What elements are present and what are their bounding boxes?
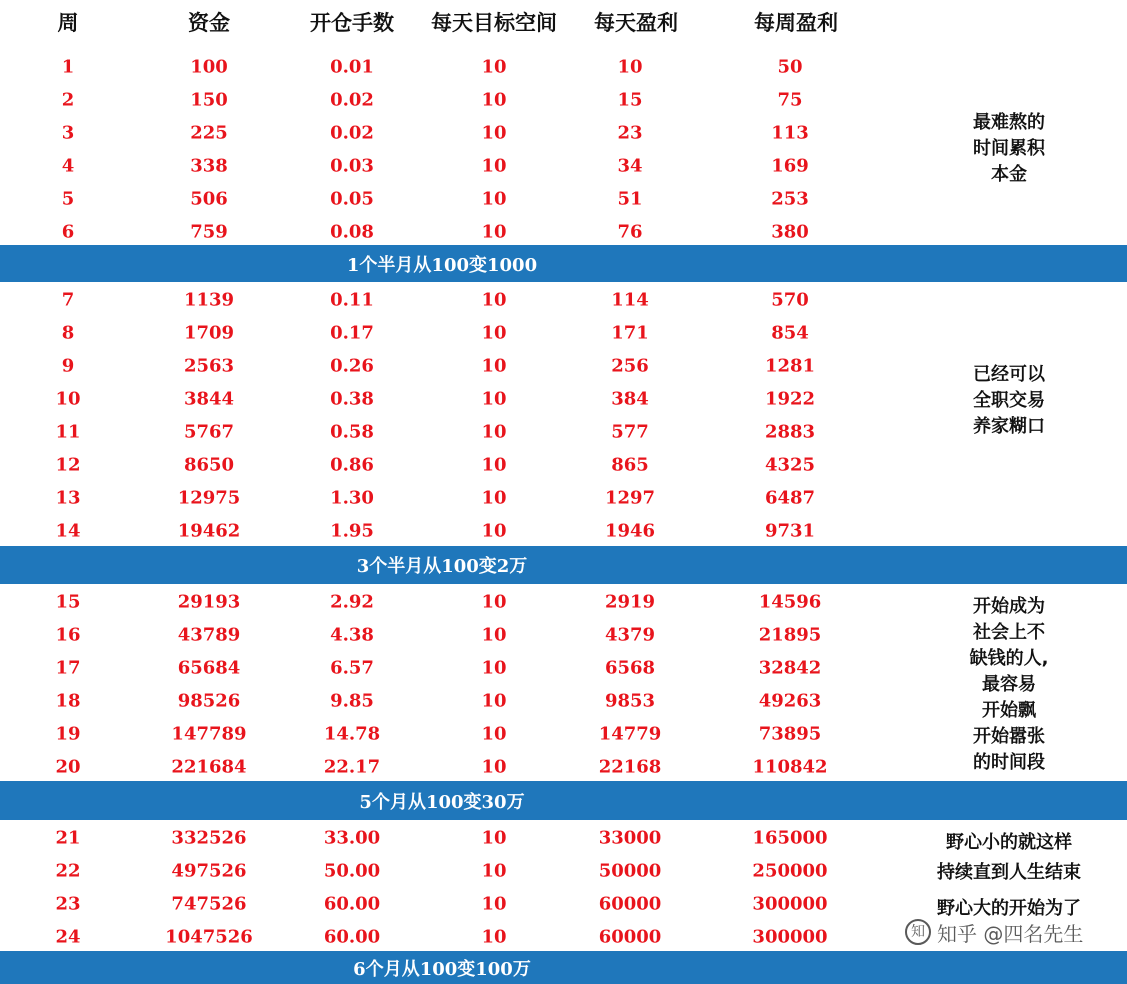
section-banner-text: 5个月从100变30万 — [359, 791, 525, 813]
table-cell: 0.03 — [330, 155, 374, 177]
table-cell: 4325 — [764, 454, 816, 476]
table-cell: 10 — [55, 388, 81, 410]
column-header: 每天目标空间 — [431, 11, 557, 35]
table-cell: 854 — [771, 322, 809, 344]
note-line: 开始成为 — [973, 596, 1045, 617]
table-cell: 10 — [481, 89, 507, 111]
table-cell: 50.00 — [323, 860, 381, 882]
note-line: 的时间段 — [973, 752, 1045, 773]
table-cell: 4379 — [604, 624, 656, 646]
table-cell: 21895 — [758, 624, 822, 646]
table-cell: 7 — [61, 289, 75, 311]
table-cell: 10 — [481, 624, 507, 646]
table-cell: 34 — [617, 155, 643, 177]
table-cell: 10 — [481, 487, 507, 509]
table-cell: 0.02 — [330, 89, 374, 111]
table-cell: 10 — [481, 893, 507, 915]
section-banner-text: 6个月从100变100万 — [353, 958, 531, 980]
table-cell: 9731 — [764, 520, 816, 542]
table-cell: 11 — [55, 421, 81, 443]
table-cell: 1297 — [604, 487, 656, 509]
table-cell: 6.57 — [330, 657, 374, 679]
table-cell: 0.26 — [330, 355, 374, 377]
table-cell: 10 — [481, 221, 507, 243]
table-cell: 253 — [771, 188, 809, 210]
table-cell: 9853 — [604, 690, 656, 712]
table-cell: 150 — [190, 89, 228, 111]
table-cell: 10 — [481, 926, 507, 948]
table-cell: 9 — [61, 355, 75, 377]
table-cell: 171 — [611, 322, 649, 344]
table-cell: 14779 — [598, 723, 662, 745]
note-line: 养家糊口 — [973, 416, 1045, 437]
table-cell: 10 — [481, 188, 507, 210]
table-cell: 497526 — [171, 860, 247, 882]
table-cell: 6487 — [764, 487, 816, 509]
table-cell: 380 — [771, 221, 809, 243]
table-cell: 60.00 — [323, 926, 381, 948]
table-cell: 0.01 — [330, 56, 374, 78]
table-cell: 1281 — [764, 355, 816, 377]
table-cell: 50000 — [598, 860, 662, 882]
table-cell: 10 — [481, 827, 507, 849]
table-cell: 4 — [61, 155, 75, 177]
table-cell: 60000 — [598, 926, 662, 948]
table-cell: 865 — [611, 454, 649, 476]
table-cell: 759 — [190, 221, 228, 243]
table-cell: 10 — [481, 289, 507, 311]
table-cell: 16 — [55, 624, 81, 646]
table-cell: 10 — [481, 756, 507, 778]
table-cell: 65684 — [177, 657, 241, 679]
table-cell: 75 — [777, 89, 803, 111]
table-cell: 300000 — [752, 893, 828, 915]
table-cell: 43789 — [177, 624, 241, 646]
table-cell: 1047526 — [165, 926, 253, 948]
table-cell: 4.38 — [330, 624, 374, 646]
section-banner — [0, 781, 1127, 820]
table-cell: 10 — [481, 454, 507, 476]
table-cell: 10 — [481, 355, 507, 377]
table-cell: 10 — [481, 388, 507, 410]
note-line: 全职交易 — [973, 390, 1045, 411]
note-line: 野心小的就这样 — [946, 832, 1072, 853]
table-cell: 0.11 — [330, 289, 374, 311]
note-line: 开始飘 — [982, 700, 1036, 721]
section-note — [970, 594, 1049, 776]
table-cell: 14.78 — [323, 723, 381, 745]
table-cell: 0.38 — [330, 388, 374, 410]
table-cell: 0.86 — [330, 454, 374, 476]
table-cell: 2563 — [183, 355, 235, 377]
note-line: 社会上不 — [973, 622, 1045, 643]
section-banner-text: 3个半月从100变2万 — [356, 556, 528, 577]
table-cell: 32842 — [758, 657, 822, 679]
table-cell: 225 — [190, 122, 228, 144]
section-note — [973, 110, 1045, 188]
column-header: 周 — [57, 11, 79, 35]
table-cell: 14 — [55, 520, 81, 542]
table-cell: 10 — [481, 723, 507, 745]
table-cell: 14596 — [758, 591, 822, 613]
table-cell: 747526 — [171, 893, 247, 915]
column-header: 资金 — [188, 11, 230, 35]
table-cell: 2.92 — [330, 591, 374, 613]
table-cell: 33000 — [598, 827, 662, 849]
table-cell: 332526 — [171, 827, 247, 849]
table-cell: 60000 — [598, 893, 662, 915]
table-cell: 110842 — [752, 756, 828, 778]
note-line: 持续直到人生结束 — [937, 862, 1081, 883]
table-cell: 8650 — [183, 454, 235, 476]
table-cell: 570 — [771, 289, 809, 311]
table-cell: 506 — [190, 188, 228, 210]
table-cell: 3844 — [183, 388, 235, 410]
table-cell: 24 — [55, 926, 81, 948]
table-cell: 12975 — [177, 487, 241, 509]
table-cell: 2919 — [604, 591, 656, 613]
table-cell: 76 — [617, 221, 643, 243]
watermark-text: 知乎 @四名先生 — [937, 921, 1084, 946]
table-cell: 22 — [55, 860, 81, 882]
table-cell: 22.17 — [323, 756, 381, 778]
table-cell: 5767 — [183, 421, 235, 443]
table-cell: 20 — [55, 756, 81, 778]
table-cell: 10 — [481, 56, 507, 78]
table-cell: 9.85 — [330, 690, 374, 712]
table-cell: 169 — [771, 155, 809, 177]
note-line: 本金 — [991, 164, 1027, 185]
table-cell: 147789 — [171, 723, 247, 745]
table-cell: 60.00 — [323, 893, 381, 915]
table-cell: 19 — [55, 723, 81, 745]
table-cell: 5 — [61, 188, 75, 210]
table-cell: 10 — [481, 657, 507, 679]
table-cell: 10 — [481, 591, 507, 613]
table-cell: 0.17 — [330, 322, 374, 344]
note-line: 时间累积 — [973, 138, 1045, 159]
table-cell: 22168 — [598, 756, 662, 778]
table-cell: 0.02 — [330, 122, 374, 144]
section-note — [937, 828, 1081, 924]
table-cell: 98526 — [177, 690, 241, 712]
table-cell: 15 — [617, 89, 643, 111]
table-cell: 0.05 — [330, 188, 374, 210]
note-line: 缺钱的人, — [969, 648, 1049, 669]
section-banner — [0, 951, 1127, 984]
table-cell: 13 — [55, 487, 81, 509]
column-header: 每周盈利 — [754, 11, 838, 35]
table-cell: 114 — [611, 289, 649, 311]
table-cell: 165000 — [752, 827, 828, 849]
table-cell: 10 — [481, 421, 507, 443]
table-cell: 2883 — [764, 421, 816, 443]
table-cell: 100 — [190, 56, 228, 78]
table-cell: 17 — [55, 657, 81, 679]
table-cell: 10 — [481, 520, 507, 542]
table-cell: 10 — [481, 155, 507, 177]
table-cell: 21 — [55, 827, 81, 849]
section-banner — [0, 245, 1127, 282]
table-cell: 300000 — [752, 926, 828, 948]
table-cell: 15 — [55, 591, 81, 613]
table-cell: 3 — [61, 122, 75, 144]
table-cell: 23 — [617, 122, 643, 144]
table-cell: 29193 — [177, 591, 241, 613]
table-cell: 51 — [617, 188, 643, 210]
table-cell: 12 — [55, 454, 81, 476]
table-cell: 19462 — [177, 520, 241, 542]
table-cell: 577 — [611, 421, 649, 443]
table-cell: 2 — [61, 89, 75, 111]
table-cell: 338 — [190, 155, 228, 177]
table-cell: 49263 — [758, 690, 822, 712]
section-banner — [0, 546, 1127, 584]
table-cell: 1 — [61, 56, 75, 78]
note-line: 最容易 — [982, 674, 1036, 695]
table-cell: 1.30 — [330, 487, 374, 509]
table-cell: 1922 — [764, 388, 816, 410]
table-cell: 10 — [481, 322, 507, 344]
table-cell: 10 — [481, 860, 507, 882]
section-note — [973, 362, 1045, 440]
table-cell: 384 — [611, 388, 649, 410]
table-cell: 113 — [771, 122, 809, 144]
table-cell: 1946 — [604, 520, 656, 542]
table-cell: 6568 — [604, 657, 656, 679]
table-cell: 0.58 — [330, 421, 374, 443]
table-cell: 73895 — [758, 723, 822, 745]
note-line: 最难熬的 — [973, 112, 1045, 133]
note-line: 野心大的开始为了 — [937, 898, 1081, 919]
zhihu-logo-icon: 知 — [905, 919, 931, 945]
column-header: 每天盈利 — [594, 11, 678, 35]
table-cell: 221684 — [171, 756, 247, 778]
table-cell: 10 — [481, 122, 507, 144]
table-cell: 33.00 — [323, 827, 381, 849]
table-cell: 0.08 — [330, 221, 374, 243]
table-cell: 250000 — [752, 860, 828, 882]
table-cell: 10 — [481, 690, 507, 712]
note-line: 开始嚣张 — [973, 726, 1045, 747]
table-cell: 6 — [61, 221, 75, 243]
table-cell: 1139 — [183, 289, 235, 311]
section-banner-text: 1个半月从100变1000 — [346, 254, 538, 276]
watermark — [905, 912, 1125, 952]
table-cell: 1.95 — [330, 520, 374, 542]
table-cell: 256 — [611, 355, 649, 377]
table-cell: 10 — [617, 56, 643, 78]
column-header: 开仓手数 — [310, 11, 394, 35]
table-cell: 50 — [777, 56, 803, 78]
table-cell: 8 — [61, 322, 75, 344]
table-cell: 23 — [55, 893, 81, 915]
table-cell: 18 — [55, 690, 81, 712]
note-line: 已经可以 — [973, 364, 1045, 385]
table-cell: 1709 — [183, 322, 235, 344]
